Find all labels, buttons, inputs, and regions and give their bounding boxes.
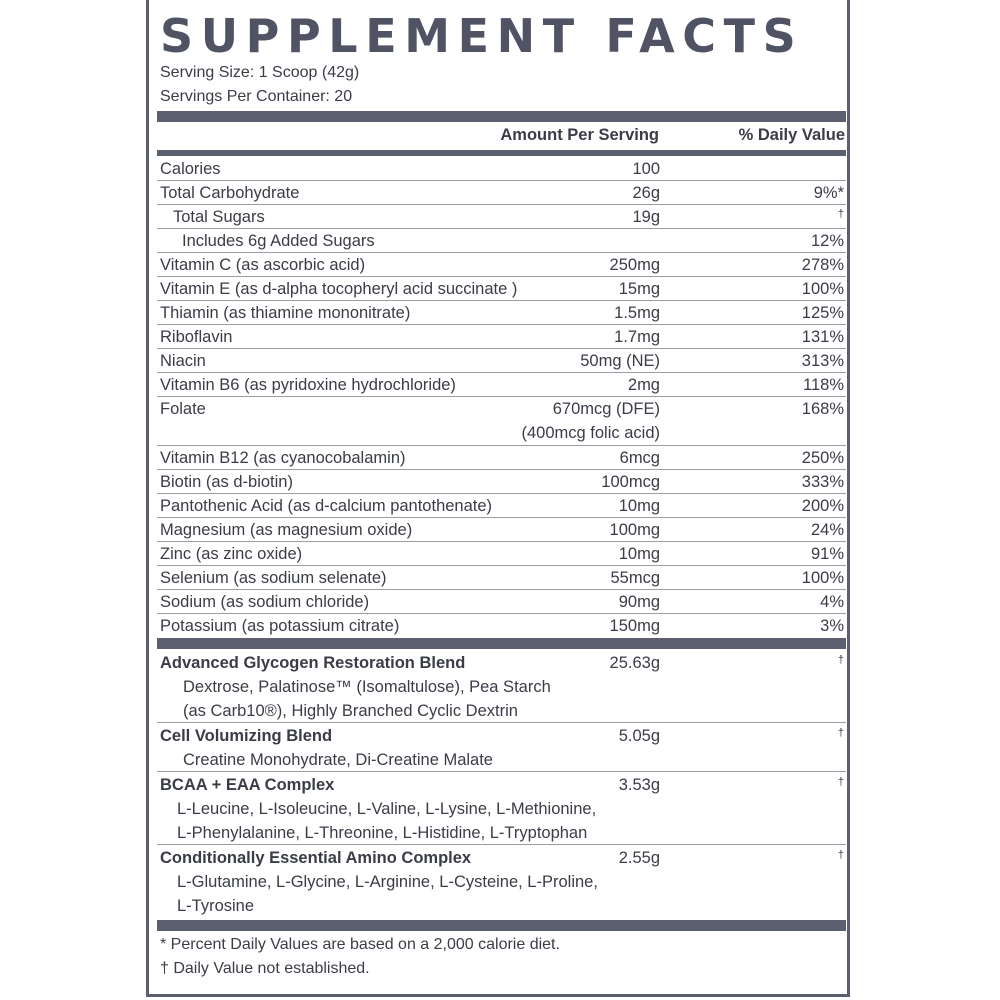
footnote-percent-daily: * Percent Daily Values are based on a 2,000 calorie diet.: [160, 936, 560, 953]
blend-daily-value: †: [837, 849, 844, 861]
nutrient-daily-value: 4%: [820, 593, 844, 611]
nutrient-row: [157, 494, 846, 518]
nutrient-row: [157, 229, 846, 253]
nutrient-daily-value: 250%: [801, 449, 844, 467]
blend-divider-bar: [157, 638, 846, 649]
nutrient-daily-value: 125%: [801, 304, 844, 322]
blend-ingredients: Creatine Monohydrate, Di-Creatine Malate: [183, 751, 493, 769]
nutrient-name: Potassium (as potassium citrate): [160, 617, 400, 635]
nutrient-name: Biotin (as d-biotin): [160, 473, 293, 491]
nutrient-name: Sodium (as sodium chloride): [160, 593, 370, 611]
nutrient-row: [157, 397, 846, 446]
nutrient-daily-value: 200%: [801, 497, 844, 515]
nutrient-row: [157, 301, 846, 325]
blend-amount: 2.55g: [618, 849, 660, 867]
daily-value-header: % Daily Value: [738, 126, 845, 144]
nutrient-daily-value: 168%: [801, 400, 844, 418]
nutrient-amount: 50mg (NE): [580, 352, 660, 370]
blend-amount: 5.05g: [618, 727, 660, 745]
blend-name: Advanced Glycogen Restoration Blend: [160, 654, 466, 672]
nutrient-amount: 100mcg: [601, 473, 660, 491]
nutrient-amount: 150mg: [609, 617, 660, 635]
nutrient-name: Vitamin B12 (as cyanocobalamin): [160, 449, 406, 467]
blend-ingredients: L-Leucine, L-Isoleucine, L-Valine, L-Lysine, L-Methionine,: [177, 800, 597, 818]
nutrient-daily-value: 100%: [801, 280, 844, 298]
nutrient-row: [157, 542, 846, 566]
blend-ingredients: L-Tyrosine: [177, 897, 255, 915]
blend-name: Conditionally Essential Amino Complex: [160, 849, 472, 867]
nutrient-name: Zinc (as zinc oxide): [160, 545, 303, 563]
nutrient-daily-value: 91%: [810, 545, 844, 563]
nutrient-amount: 10mg: [618, 497, 660, 515]
nutrient-daily-value: 9%*: [813, 184, 844, 202]
nutrient-name: Magnesium (as magnesium oxide): [160, 521, 413, 539]
nutrient-name: Pantothenic Acid (as d-calcium pantothenate): [160, 497, 493, 515]
nutrient-amount: 1.7mg: [614, 328, 660, 346]
nutrient-amount: 1.5mg: [614, 304, 660, 322]
nutrient-row: [157, 614, 846, 638]
nutrient-name: Niacin: [160, 352, 206, 370]
nutrient-daily-value: 24%: [810, 521, 844, 539]
blend-ingredients: L-Glutamine, L-Glycine, L-Arginine, L-Cysteine, L-Proline,: [177, 873, 598, 891]
nutrient-name: Folate: [160, 400, 206, 418]
nutrient-amount-detail: (400mcg folic acid): [521, 424, 660, 442]
blend-ingredients: L-Phenylalanine, L-Threonine, L-Histidine, L-Tryptophan: [177, 824, 588, 842]
nutrient-daily-value: 313%: [801, 352, 844, 370]
blend-ingredients: Dextrose, Palatinose™ (Isomaltulose), Pea Starch: [183, 678, 551, 696]
header-divider-bar: [157, 150, 846, 156]
nutrient-row: [157, 566, 846, 590]
nutrient-name: Vitamin B6 (as pyridoxine hydrochloride): [160, 376, 456, 394]
blend-amount: 3.53g: [618, 776, 660, 794]
blend-name: BCAA + EAA Complex: [160, 776, 335, 794]
servings-per-container: Servings Per Container: 20: [160, 88, 353, 105]
nutrient-amount: 19g: [632, 208, 660, 226]
footnote-dagger: † Daily Value not established.: [160, 960, 370, 977]
nutrient-name: Total Sugars: [173, 208, 265, 226]
amount-per-serving-header: Amount Per Serving: [500, 126, 659, 144]
blend-daily-value: †: [837, 776, 844, 788]
blend-row: [157, 846, 846, 918]
nutrient-amount: 6mcg: [619, 449, 660, 467]
nutrient-row: [157, 470, 846, 494]
nutrient-row: [157, 446, 846, 470]
nutrient-name: Thiamin (as thiamine mononitrate): [160, 304, 411, 322]
nutrient-amount: 55mcg: [610, 569, 660, 587]
nutrient-row: [157, 181, 846, 205]
nutrient-amount: 15mg: [618, 280, 660, 298]
nutrient-amount: 100: [632, 160, 660, 178]
nutrient-amount: 670mcg (DFE): [552, 400, 660, 418]
blend-daily-value: †: [837, 654, 844, 666]
top-divider-bar: [157, 111, 846, 122]
blend-row: [157, 651, 846, 723]
nutrient-name: Vitamin E (as d-alpha tocopheryl acid succinate ): [160, 280, 518, 298]
blend-row: [157, 724, 846, 772]
blend-daily-value: †: [837, 727, 844, 739]
nutrient-row: [157, 349, 846, 373]
nutrient-row: [157, 253, 846, 277]
nutrient-daily-value: 100%: [801, 569, 844, 587]
nutrient-amount: 10mg: [618, 545, 660, 563]
nutrient-name: Riboflavin: [160, 328, 233, 346]
nutrient-amount: 26g: [632, 184, 660, 202]
nutrient-row: [157, 373, 846, 397]
nutrient-row: [157, 205, 846, 229]
nutrient-amount: 100mg: [609, 521, 660, 539]
blend-ingredients: (as Carb10®), Highly Branched Cyclic Dextrin: [183, 702, 518, 720]
nutrient-row: [157, 518, 846, 542]
nutrient-name: Selenium (as sodium selenate): [160, 569, 387, 587]
nutrient-daily-value: 131%: [801, 328, 844, 346]
nutrient-daily-value: †: [837, 208, 844, 220]
blend-amount: 25.63g: [609, 654, 660, 672]
nutrient-amount: 2mg: [627, 376, 660, 394]
nutrient-amount: 250mg: [609, 256, 660, 274]
nutrient-daily-value: 3%: [820, 617, 844, 635]
nutrient-row: [157, 277, 846, 301]
nutrient-daily-value: 118%: [803, 376, 844, 394]
nutrient-row: [157, 325, 846, 349]
blend-name: Cell Volumizing Blend: [160, 727, 333, 745]
nutrient-daily-value: 12%: [810, 232, 844, 250]
footer-divider-bar: [157, 920, 846, 931]
nutrient-amount: 90mg: [618, 593, 660, 611]
nutrient-daily-value: 278%: [801, 256, 844, 274]
nutrient-row: [157, 157, 846, 181]
nutrient-daily-value: 333%: [801, 473, 844, 491]
nutrient-name: Includes 6g Added Sugars: [182, 232, 375, 250]
nutrient-name: Calories: [160, 160, 221, 178]
nutrient-row: [157, 590, 846, 614]
nutrient-name: Total Carbohydrate: [160, 184, 300, 202]
page-title: SUPPLEMENT FACTS: [160, 9, 804, 63]
blend-row: [157, 773, 846, 845]
nutrient-name: Vitamin C (as ascorbic acid): [160, 256, 366, 274]
serving-size: Serving Size: 1 Scoop (42g): [160, 64, 360, 81]
